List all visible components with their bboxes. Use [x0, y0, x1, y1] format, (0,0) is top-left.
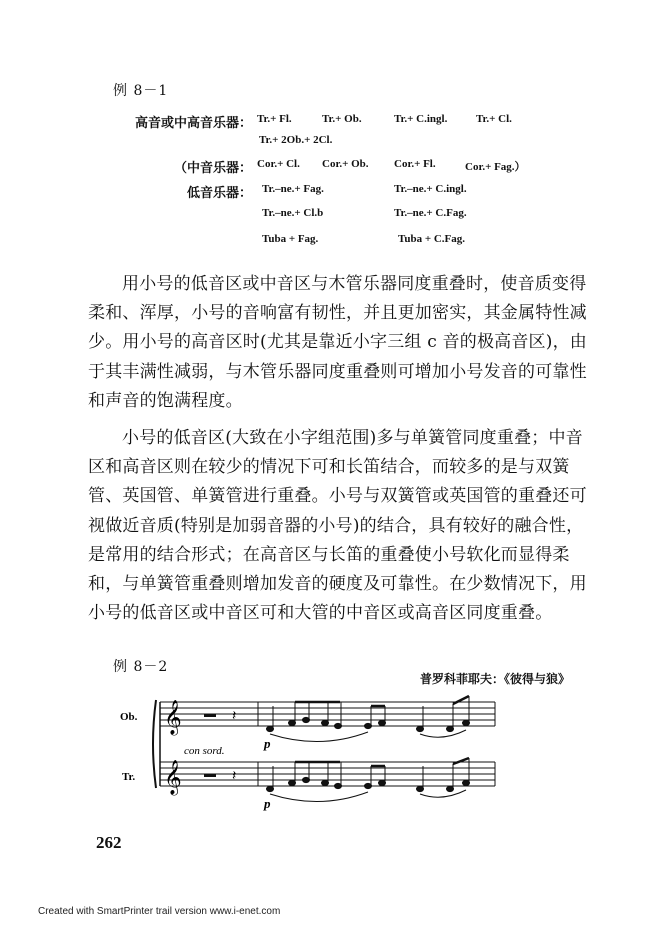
quarter-rest-icon: 𝄽	[232, 709, 237, 724]
row-label-low: 低音乐器：	[186, 186, 252, 201]
composer-credit: 普罗科菲耶夫：《彼得与狼》	[420, 672, 571, 686]
paragraph: 用小号的低音区或中音区与木管乐器同度重叠时，使音质变得柔和、浑厚，小号的音响富有韧性，并且更加密实，其金属特性减少。用小号的高音区时(尤其是靠近小字三组 c 音的极高音区)，由于其丰满性减弱，与木管乐器同度重叠则可增加小号发音的可靠性和声音的饱满程度。	[88, 274, 587, 411]
combo-cell: Tr.–ne.+ Fag.	[262, 183, 324, 195]
staff-tr	[122, 745, 470, 811]
treble-clef-icon: 𝄞	[164, 761, 182, 794]
footer-watermark: Created with SmartPrinter trail version www.i-enet.com	[38, 906, 281, 917]
combo-cell: Tuba + Fag.	[262, 233, 319, 245]
instrument-label-ob: Ob.	[120, 711, 138, 723]
body-text	[88, 270, 598, 628]
whole-rest-icon	[204, 714, 216, 717]
combo-cell: Cor.+ Fl.	[394, 158, 436, 170]
note-group	[267, 758, 470, 792]
combo-cell: Tr.–ne.+ C.Fag.	[394, 207, 467, 219]
combo-cell: Cor.+ Ob.	[322, 158, 369, 170]
combo-cell: Tr.+ C.ingl.	[394, 113, 448, 125]
dynamic-marking: p	[264, 736, 271, 751]
whole-rest-icon	[204, 774, 216, 777]
combo-cell: Tuba + C.Fag.	[398, 233, 465, 245]
example-label: 例 8－2	[113, 659, 169, 675]
dynamic-marking: p	[264, 796, 271, 811]
row-label-mid: （中音乐器：	[173, 161, 252, 176]
example-label: 例 8－1	[113, 83, 169, 99]
instrument-label-tr: Tr.	[122, 771, 136, 783]
combo-cell: Tr.–ne.+ Cl.b	[262, 207, 324, 219]
combo-cell: Tr.–ne.+ C.ingl.	[394, 183, 467, 195]
quarter-rest-icon: 𝄽	[232, 769, 237, 784]
staff-ob	[120, 696, 470, 751]
page-number: 262	[96, 833, 122, 852]
combo-cell: Tr.+ Ob.	[322, 113, 362, 125]
music-score	[120, 690, 560, 820]
combo-cell: Tr.+ Cl.	[476, 113, 512, 125]
paragraph: 小号的低音区(大致在小字组范围)多与单簧管同度重叠；中音区和高音区则在较少的情况下可和长笛结合，而较多的是与双簧管、英国管、单簧管进行重叠。小号与双簧管或英国管的重叠还可视做近音质(特别是加弱音器的小号)的结合，具有较好的融合性，是常用的结合形式；在高音区与长笛的重叠使小号软化而显得柔和，与单簧管重叠则增加发音的硬度及可靠性。在少数情况下，用小号的低音区或中音区可和大管的中音区或高音区同度重叠。	[88, 428, 587, 624]
combo-cell: Cor.+ Cl.	[257, 158, 300, 170]
treble-clef-icon: 𝄞	[164, 701, 182, 734]
combo-cell: Tr.+ Fl.	[257, 113, 292, 125]
combo-cell: Tr.+ 2Ob.+ 2Cl.	[259, 134, 333, 146]
mute-direction: con sord.	[184, 745, 225, 757]
row-label-high: 高音或中高音乐器：	[134, 116, 252, 131]
combo-cell: Cor.+ Fag.）	[465, 161, 526, 173]
